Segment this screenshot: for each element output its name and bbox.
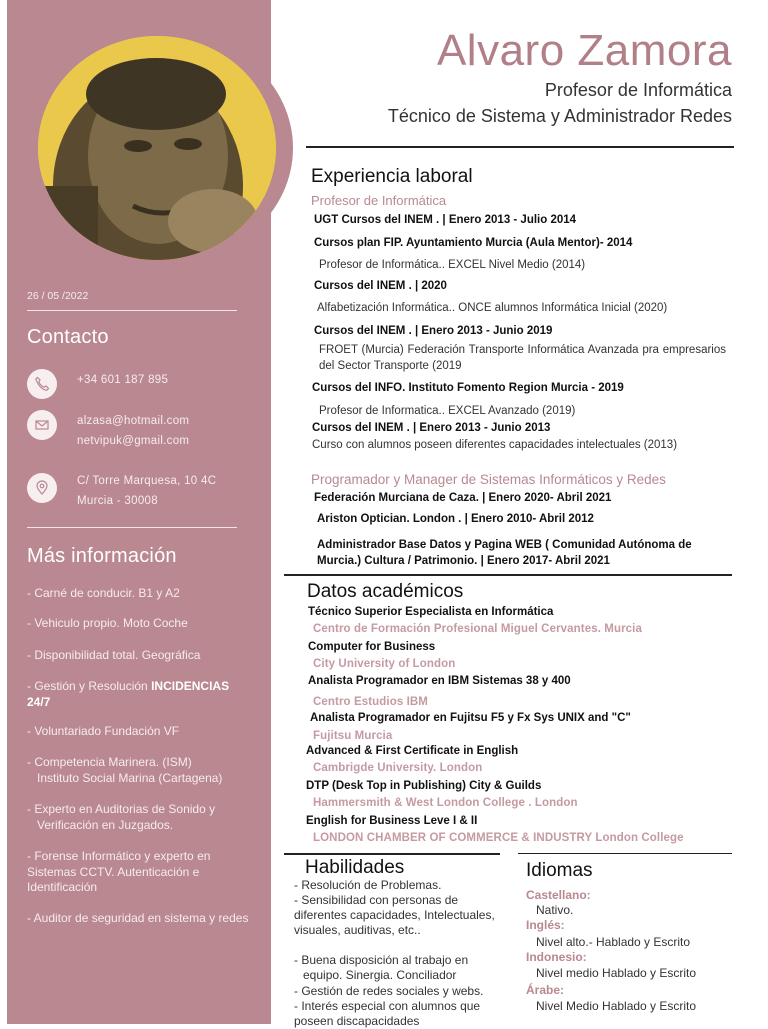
more-info-heading: Más información (27, 545, 177, 567)
contact-heading: Contacto (27, 326, 109, 348)
divider (27, 310, 237, 311)
divider (518, 853, 732, 854)
divider (306, 146, 734, 148)
language-name: Castellano: (526, 888, 591, 902)
info-item (27, 679, 252, 710)
email-1[interactable]: alzasa@hotmail.com (77, 415, 190, 427)
email-2[interactable]: netvipuk@gmail.com (77, 435, 190, 447)
experience-line: Profesor de Informática.. EXCEL Nivel Medio (2014) (319, 259, 586, 271)
academic-place: City University of London (313, 658, 456, 670)
info-item-text: - Gestión y Resolución (27, 679, 152, 693)
languages-heading: Idiomas (526, 860, 593, 881)
academic-heading: Datos académicos (307, 581, 464, 602)
skill-item: equipo. Sinergia. Conciliador (303, 968, 457, 982)
experience-line: Cursos del INEM . | 2020 (314, 280, 447, 292)
language-name: Indonesio: (526, 950, 587, 964)
job-title-1: Profesor de Informática (544, 80, 732, 100)
info-item: - Forense Informático y experto en Sistemas CCTV. Autenticación e Identificación (27, 849, 211, 894)
divider (284, 853, 500, 855)
experience-line: Alfabetización Informática.. ONCE alumnos Informática Inicial (2020) (317, 302, 668, 314)
experience-line: Profesor de Informatica.. EXCEL Avanzado (2019) (319, 405, 576, 417)
skill-item: - Sensibilidad con personas de diferentes capacidades, Intelectuales, visuales, auditivas, etc.. (294, 893, 495, 937)
divider (284, 574, 732, 576)
address-line-1: C/ Torre Marquesa, 10 4C (77, 475, 217, 487)
experience-role: Profesor de Informática (311, 193, 447, 208)
info-item: - Competencia Marinera. (ISM) (27, 755, 192, 769)
info-item: - Experto en Auditorias de Sonido y (27, 802, 216, 816)
info-item: - Vehiculo propio. Moto Coche (27, 616, 188, 630)
skill-item: - Buena disposición al trabajo en (294, 953, 469, 967)
language-level: Nivel alto.- Hablado y Escrito (536, 935, 691, 949)
info-item: Instituto Social Marina (Cartagena) (37, 771, 223, 785)
experience-line: Cursos plan FIP. Ayuntamiento Murcia (Aula Mentor)- 2014 (314, 237, 633, 249)
phone-number: +34 601 187 895 (77, 374, 169, 386)
academic-place: Hammersmith & West London College . London (313, 797, 578, 809)
job-title-2: Técnico de Sistema y Administrador Redes (387, 106, 732, 126)
language-level: Nivel Medio Hablado y Escrito (536, 999, 697, 1013)
experience-line: Ariston Optician. London . | Enero 2010- Abril 2012 (317, 513, 594, 525)
experience-line: Cursos del INFO. Instituto Fomento Region Murcia - 2019 (312, 382, 624, 394)
academic-place: Centro Estudios IBM (313, 696, 428, 708)
address-line-2: Murcia - 30008 (77, 495, 158, 507)
language-name: Inglés: (526, 918, 565, 932)
resume-date: 26 / 05 /2022 (27, 290, 89, 302)
info-item: - Disponibilidad total. Geográfica (27, 648, 201, 662)
skills-heading: Habilidades (305, 857, 405, 878)
experience-line: Curso con alumnos poseen diferentes capacidades intelectuales (2013) (312, 439, 678, 451)
skill-item: - Gestión de redes sociales y webs. (294, 984, 484, 998)
info-item-bold: INCIDENCIAS 24/7 (27, 679, 230, 709)
experience-line: UGT Cursos del INEM . | Enero 2013 - Julio 2014 (314, 214, 577, 226)
academic-title: Técnico Superior Especialista en Informática (308, 606, 554, 618)
person-name: Alvaro Zamora (436, 26, 732, 75)
language-level: Nativo. (536, 903, 574, 917)
experience-line: FROET (Murcia) Federación Transporte Informática Avanzada pra empresarios del Sector Transporte (2019 (319, 344, 726, 372)
info-item: - Auditor de seguridad en sistema y redes (27, 911, 249, 925)
academic-title: Analista Programador en Fujitsu F5 y Fx Sys UNIX and "C" (310, 712, 631, 724)
language-name: Árabe: (526, 983, 565, 997)
profile-photo (38, 36, 276, 260)
profile-photo-image (38, 36, 276, 260)
divider (27, 527, 237, 528)
experience-line: Cursos del INEM . | Enero 2013 - Junio 2019 (314, 325, 553, 337)
academic-title: English for Business Leve I & II (306, 815, 478, 827)
skill-item: - Resolución de Problemas. (294, 878, 442, 892)
experience-role: Programador y Manager de Sistemas Informáticos y Redes (311, 472, 666, 487)
email-icon (27, 410, 57, 440)
academic-place: Fujitsu Murcia (313, 730, 393, 742)
academic-title: Computer for Business (308, 641, 436, 653)
academic-title: DTP (Desk Top in Publishing) City & Guilds (306, 780, 542, 792)
experience-line: Administrador Base Datos y Pagina WEB ( Comunidad Autónoma de Murcia.) Cultura / Patrimonio. | Enero 2017- Abril 2021 (317, 539, 692, 567)
skill-item: - Interés especial con alumnos que poseen discapacidades (294, 999, 481, 1028)
academic-place: LONDON CHAMBER OF COMMERCE & INDUSTRY London College (313, 832, 684, 844)
experience-line: Cursos del INEM . | Enero 2013 - Junio 2013 (312, 422, 551, 434)
info-item: - Voluntariado Fundación VF (27, 724, 180, 738)
phone-icon (27, 369, 57, 399)
experience-heading: Experiencia laboral (311, 166, 473, 187)
academic-title: Advanced & First Certificate in English (306, 745, 519, 757)
location-pin-icon (27, 473, 57, 503)
academic-place: Cambrigde University. London (313, 762, 483, 774)
info-item: - Carné de conducir. B1 y A2 (27, 586, 180, 600)
info-item: Verificación en Juzgados. (37, 818, 174, 832)
academic-place: Centro de Formación Profesional Miguel Cervantes. Murcia (313, 623, 642, 635)
academic-title: Analista Programador en IBM Sistemas 38 y 400 (308, 675, 571, 687)
experience-line: Federación Murciana de Caza. | Enero 2020- Abril 2021 (314, 492, 612, 504)
language-level: Nivel medio Hablado y Escrito (536, 966, 697, 980)
